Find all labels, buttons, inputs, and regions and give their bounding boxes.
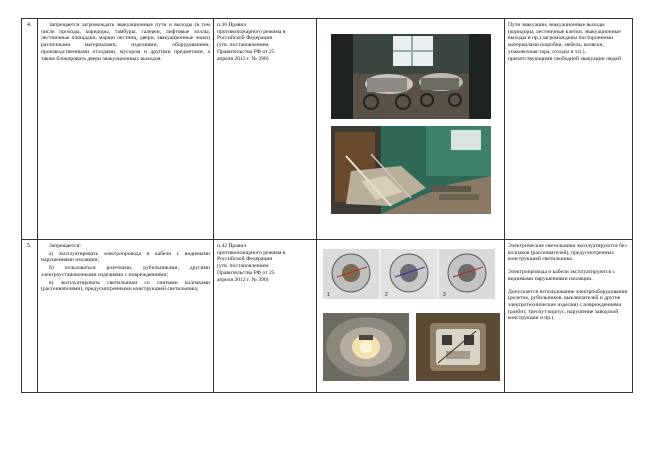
violation-text-2: Электропровода и кабели эксплуатируются с видимыми нарушениями изоляции.: [508, 269, 615, 282]
fixtures-without-covers-photo: [323, 249, 495, 299]
violation-cell: [505, 19, 633, 240]
rule-cell: [214, 240, 317, 393]
stairwell-with-debris-photo: [331, 126, 491, 214]
violation-text-1: Электрические светильники эксплуатируются без колпаков (рассеивателей), предусмотренных конструкцией светильника.: [508, 243, 627, 263]
requirement-text: Запрещается загромождать эвакуационные пути и выходы (в том числе проходы, коридоры, тамбуры, галереи, лифтовые холлы, лестничные площадки, марши лестниц, двери, эвакуационные люки) различными материалами, изделиями, оборудованием, производственными отходами, мусором и другими предметами, а также блокировать двери эвакуационных выходов.: [41, 22, 210, 62]
damaged-socket-photo: [416, 313, 500, 381]
fire-safety-table: [21, 18, 633, 393]
violation-text: Пути эвакуации, эвакуационные выходы (коридоры, лестничные клетки, эвакуационные выходы и пр.) загромождены посторонними материалами (коробки, мебель, коляски, упаковочная тара, отходы и т.п.), препятствующими свободной эвакуации людей: [508, 22, 622, 62]
row-number: 5.: [27, 243, 32, 249]
fixture-label-2: 2: [385, 292, 388, 298]
table-row: [22, 19, 633, 240]
fixture-label-3: 3: [443, 292, 446, 298]
row-number-cell: [22, 240, 38, 393]
rule-reference: п.36 Правил противопожарного режима в Российской Федерации (утв. постановлением Правительства РФ от 25 апреля 2012 г. № 390): [217, 22, 286, 62]
corridor-with-strollers-photo: [331, 34, 491, 119]
requirement-intro: Запрещается:: [49, 243, 81, 249]
requirement-item-b: б) пользоваться розетками, рубильниками, другими электроустановочными изделиями с повреждениями;: [41, 265, 210, 278]
fixture-label-1: 1: [327, 292, 330, 298]
violation-text-3: Допускается использование электрооборудования (розеток, рубильников, выключателей и другие электротехнические изделия) с повреждениями (разбит, треснут корпус, нарушение заводской конструкции и пр.).: [508, 288, 628, 322]
photo-cell: [317, 19, 505, 240]
violation-cell: [505, 240, 633, 393]
requirement-item-c: в) эксплуатировать светильники со снятыми колпаками (рассеивателями), предусмотренными конструкцией светильника;: [41, 279, 210, 293]
requirement-item-a: а) эксплуатировать электропровода и кабели с видимыми нарушениями изоляции;: [41, 250, 210, 264]
requirement-cell: [38, 19, 214, 240]
requirement-cell: [38, 240, 214, 393]
row-number: 4.: [27, 22, 32, 28]
row-number-cell: [22, 19, 38, 240]
rule-cell: [214, 19, 317, 240]
photo-cell: [317, 240, 505, 393]
rule-reference: п.42 Правил противопожарного режима в Российской Федерации (утв. постановлением Правительства РФ от 25 апреля 2012 г. № 390): [217, 243, 286, 283]
bare-bulb-photo: [323, 313, 409, 381]
table-row: [22, 240, 633, 393]
